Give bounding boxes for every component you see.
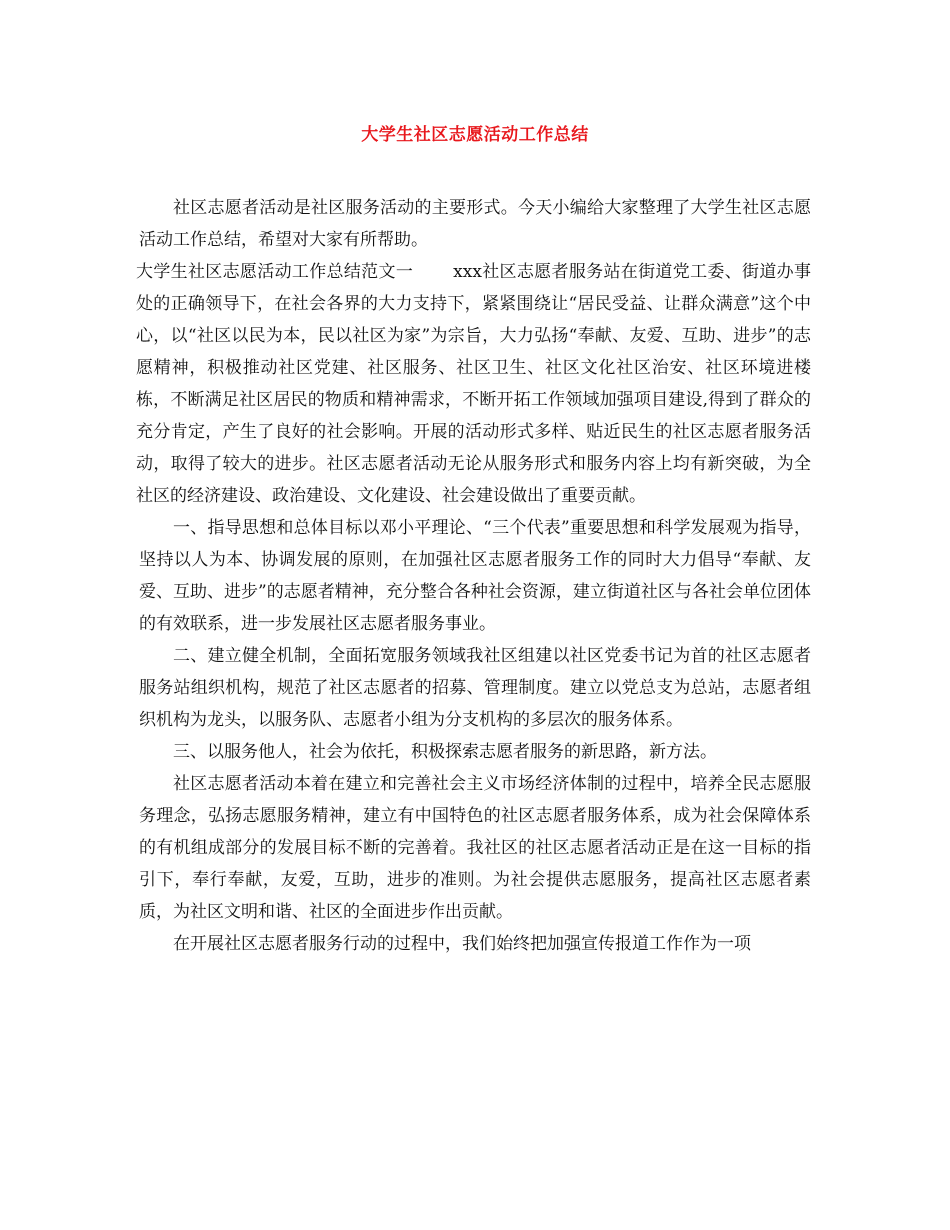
section-1-paragraph: 一、指导思想和总体目标以邓小平理论、“三个代表”重要思想和科学发展观为指导，坚持以人为本、协调发展的原则，在加强社区志愿者服务工作的同时大力倡导“奉献、友爱、互助、进步”的志愿者精神，充分整合各种社会资源，建立街道社区与各社会单位团体的有效联系，进一步发展社区志愿者服务事业。 [139,518,811,634]
sample-paragraph [136,256,811,512]
document-body [136,192,812,960]
intro-paragraph: 社区志愿者活动是社区服务活动的主要形式。今天小编给大家整理了大学生社区志愿活动工作总结，希望对大家有所帮助。 [139,198,811,250]
document-title: 大学生社区志愿活动工作总结 [361,125,589,145]
section-2-paragraph: 二、建立健全机制，全面拓宽服务领域我社区组建以社区党委书记为首的社区志愿者服务站组织机构，规范了社区志愿者的招募、管理制度。建立以党总支为总站，志愿者组织机构为龙头，以服务队、志愿者小组为分支机构的多层次的服务体系。 [139,646,811,730]
body-paragraph-b: 在开展社区志愿者服务行动的过程中，我们始终把加强宣传报道工作作为一项 [173,934,751,954]
sample-heading: 大学生社区志愿活动工作总结范文一 [136,262,414,282]
section-3-paragraph: 三、以服务他人，社会为依托，积极探索志愿者服务的新思路，新方法。 [173,742,717,762]
body-paragraph-a: 社区志愿者活动本着在建立和完善社会主义市场经济体制的过程中，培养全民志愿服务理念，弘扬志愿服务精神，建立有中国特色的社区志愿者服务体系，成为社会保障体系的有机组成部分的发展目标不断的完善着。我社区的社区志愿者活动正是在这一目标的指引下，奉行奉献，友爱，互助，进步的准则。为社会提供志愿服务，提高社区志愿者素质，为社区文明和谐、社区的全面进步作出贡献。 [139,774,811,922]
sample-paragraph-text: xxx社区志愿者服务站在街道党工委、街道办事处的正确领导下，在社会各界的大力支持下，紧紧围绕让“居民受益、让群众满意”这个中心，以“社区以民为本，民以社区为家”为宗旨，大力弘扬“奉献、友爱、互助、进步”的志愿精神，积极推动社区党建、社区服务、社区卫生、社区文化社区治安、社区环境进楼栋，不断满足社区居民的物质和精神需求，不断开拓工作领域加强项目建设,得到了群众的充分肯定，产生了良好的社会影响。开展的活动形式多样、贴近民生的社区志愿者服务活动，取得了较大的进步。社区志愿者活动无论从服务形式和服务内容上均有新突破，为全社区的经济建设、政治建设、文化建设、社会建设做出了重要贡献。 [136,262,812,506]
